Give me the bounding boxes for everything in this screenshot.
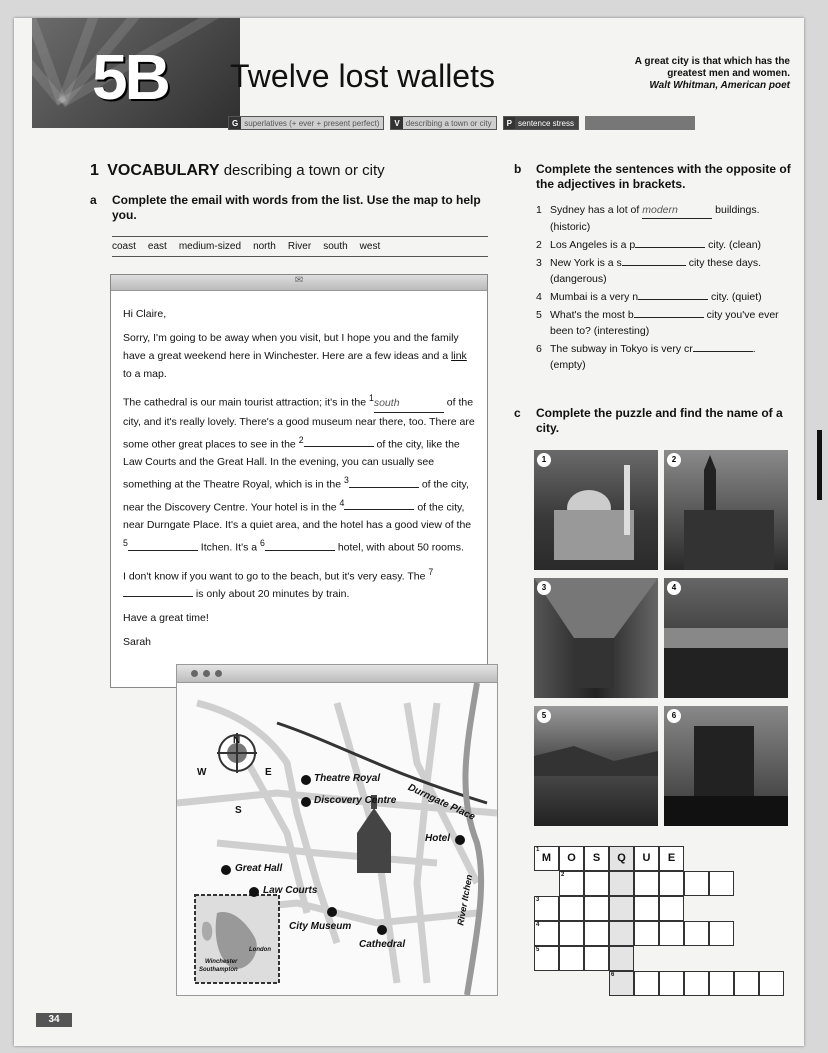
photo-6-castle: 6 <box>664 706 788 826</box>
label-city-museum: City Museum <box>289 921 352 932</box>
puzzle-cell-highlight[interactable]: 6 <box>609 971 634 996</box>
puzzle-cell[interactable] <box>759 971 784 996</box>
law-courts-pin <box>249 887 259 897</box>
puzzle-cell[interactable]: 2 <box>559 871 584 896</box>
puzzle-cell[interactable]: U <box>634 846 659 871</box>
sentence-item: 1 Sydney has a lot of modern buildings. (historic) <box>536 204 760 233</box>
photo-1-mosque: 1 <box>534 450 658 570</box>
grammar-tag-bar <box>228 116 695 130</box>
puzzle-cell[interactable] <box>684 921 709 946</box>
puzzle-cell[interactable] <box>634 871 659 896</box>
answer-blank[interactable] <box>634 317 704 318</box>
sentence-item: 3 New York is a s city these days. (dangerous) <box>536 257 762 285</box>
label-winchester: Winchester <box>205 959 238 965</box>
puzzle-cell[interactable]: 3 <box>534 896 559 921</box>
blank-2[interactable] <box>304 446 374 447</box>
label-discovery-centre: Discovery Centre <box>314 795 397 806</box>
cathedral-pin <box>377 925 387 935</box>
answer-blank[interactable] <box>635 247 705 248</box>
quote <box>630 56 790 92</box>
puzzle-cell[interactable] <box>584 921 609 946</box>
puzzle-cell[interactable]: S <box>584 846 609 871</box>
puzzle-cell[interactable] <box>659 896 684 921</box>
puzzle-cell[interactable] <box>659 871 684 896</box>
puzzle-cell[interactable] <box>559 896 584 921</box>
blank-5[interactable] <box>128 550 198 551</box>
email-window <box>110 274 488 688</box>
answer-blank[interactable] <box>638 299 708 300</box>
puzzle-cell-highlight[interactable] <box>609 946 634 971</box>
label-law-courts: Law Courts <box>263 885 318 896</box>
instruction-c: c Complete the puzzle and find the name of a city. <box>514 406 783 435</box>
puzzle-cell[interactable] <box>634 921 659 946</box>
puzzle-cell[interactable] <box>634 971 659 996</box>
blank-4[interactable] <box>344 509 414 510</box>
puzzle-cell[interactable] <box>684 971 709 996</box>
tag-bar-filler <box>585 116 695 130</box>
word-list: coast east medium-sized north River south west <box>112 236 488 257</box>
photo-2-cathedral: 2 <box>664 450 788 570</box>
compass-north: N <box>233 735 241 746</box>
label-river-itchen: River Itchen <box>455 873 475 927</box>
quote-text: A great city is that which has the greatest men and women. <box>634 56 790 79</box>
compass-east: E <box>265 767 272 778</box>
section-1-heading: 1 VOCABULARY describing a town or city <box>90 162 385 179</box>
instruction-a: a Complete the email with words from the list. Use the map to help you. <box>90 193 481 222</box>
email-body: Hi Claire, Sorry, I'm going to be away when you visit, but I hope you and the family have a great weekend here in Winchester. Here are a few ideas and a link to a map. The cathedral is our main tourist attraction; it's in the $^1$south of the city, and it's really lovely. There's a good museum near there, too. There are some other great places to see in the $^2$ of the city, like the Law Courts and the Great Hall. In the evening, you can usually see something at the Theatre Royal, which is in the $^3$ of the city, near the Discovery Centre. Your hotel is in the $^4$ of the city, near Durngate Place. It's a quiet area, and the hotel has a good view of the $^5$ Itchen. It's a $^6$ hotel, with about 50 rooms. I don't know if you want to go to the beach, but it's very easy. The $^7$ is only about 20 minutes by train. Have a great time! Sarah <box>123 308 475 648</box>
photo-5-river: 5 <box>534 706 658 826</box>
label-theatre-royal: Theatre Royal <box>314 773 381 784</box>
quote-author: Walt Whitman, American poet <box>649 80 790 91</box>
answer-blank[interactable] <box>622 265 686 266</box>
page-number: 34 <box>36 1013 72 1027</box>
sentence-item: 5 What's the most b city you've ever been to? (interesting) <box>536 309 779 337</box>
label-hotel: Hotel <box>425 833 450 844</box>
theatre-pin <box>301 775 311 785</box>
puzzle-cell[interactable] <box>584 871 609 896</box>
puzzle-cell[interactable] <box>634 896 659 921</box>
puzzle-cell[interactable]: E <box>659 846 684 871</box>
blank-3[interactable] <box>349 487 419 488</box>
museum-pin <box>327 907 337 917</box>
puzzle-cell-highlight[interactable]: Q <box>609 846 634 871</box>
puzzle-cell[interactable] <box>559 946 584 971</box>
section-subheading: describing a town or city <box>223 162 385 179</box>
email-titlebar <box>111 275 487 291</box>
puzzle-cell[interactable]: 1 M <box>534 846 559 871</box>
puzzle-cell[interactable] <box>734 971 759 996</box>
puzzle-cell-highlight[interactable] <box>609 896 634 921</box>
puzzle-cell[interactable] <box>684 871 709 896</box>
puzzle-cell[interactable] <box>584 896 609 921</box>
workbook-page <box>14 18 804 1046</box>
photo-3-museum: 3 <box>534 578 658 698</box>
envelope-icon: ✉ <box>294 275 304 286</box>
label-cathedral: Cathedral <box>359 939 406 950</box>
sentence-item: 6 The subway in Tokyo is very cr . (empty) <box>536 343 756 371</box>
grammar-tag: G superlatives (+ ever + present perfect) <box>228 116 384 130</box>
unit-number: 5B <box>92 41 168 113</box>
map-link[interactable]: link <box>451 350 467 362</box>
puzzle-cell[interactable] <box>709 971 734 996</box>
compass-south: S <box>235 805 242 816</box>
puzzle-cell[interactable] <box>584 946 609 971</box>
puzzle-cell[interactable] <box>709 871 734 896</box>
label-london: London <box>249 947 271 953</box>
puzzle-cell[interactable]: O <box>559 846 584 871</box>
puzzle-cell[interactable] <box>659 971 684 996</box>
blank-6[interactable] <box>265 550 335 551</box>
puzzle-cell[interactable] <box>709 921 734 946</box>
answer-blank[interactable] <box>693 351 753 352</box>
label-great-hall: Great Hall <box>235 863 283 874</box>
label-durngate-place: Durngate Place <box>406 782 477 823</box>
puzzle-cell[interactable]: 4 <box>534 921 559 946</box>
vocabulary-tag: V describing a town or city <box>390 116 496 130</box>
discovery-pin <box>301 797 311 807</box>
scroll-indicator[interactable] <box>817 430 822 500</box>
answer-blank[interactable]: modern <box>642 202 712 219</box>
sentence-list <box>536 202 792 375</box>
label-southampton: Southampton <box>199 967 238 973</box>
puzzle-cell-highlight[interactable] <box>609 921 634 946</box>
map-titlebar <box>177 665 497 683</box>
page-title: Twelve lost wallets <box>230 58 495 94</box>
puzzle-cell[interactable] <box>659 921 684 946</box>
hotel-pin <box>455 835 465 845</box>
photo-4-harbour: 4 <box>664 578 788 698</box>
sentence-item: 2 Los Angeles is a p city. (clean) <box>536 239 762 251</box>
instruction-b: b Complete the sentences with the opposite of the adjectives in brackets. <box>514 162 791 191</box>
sentence-item: 4 Mumbai is a very n city. (quiet) <box>536 291 762 303</box>
puzzle-cell[interactable]: 5 <box>534 946 559 971</box>
blank-1[interactable]: south <box>374 394 444 413</box>
great-hall-pin <box>221 865 231 875</box>
pronunciation-tag: P sentence stress <box>503 116 579 130</box>
section-heading: VOCABULARY <box>107 162 220 179</box>
compass-west: W <box>197 767 207 778</box>
puzzle-cell-highlight[interactable] <box>609 871 634 896</box>
map-window <box>176 664 498 996</box>
blank-7[interactable] <box>123 596 193 597</box>
puzzle-cell[interactable] <box>559 921 584 946</box>
